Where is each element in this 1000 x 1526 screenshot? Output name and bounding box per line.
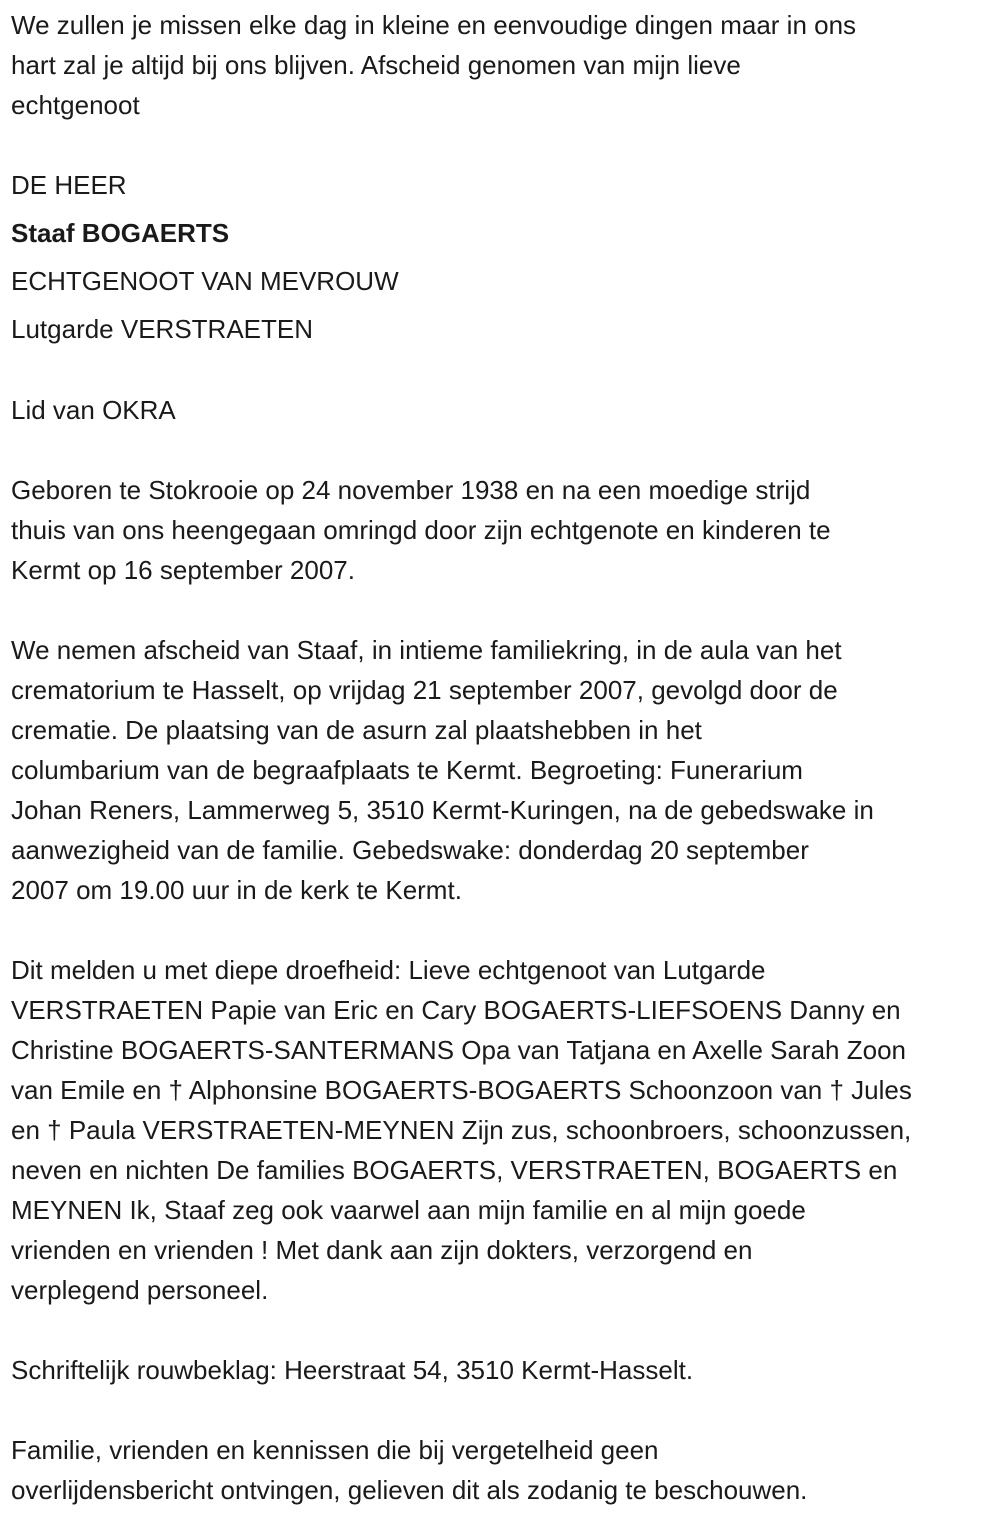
birth-line: Kermt op 16 september 2007. <box>11 555 355 585</box>
family-line: Dit melden u met diepe droefheid: Lieve echtgenoot van Lutgarde <box>11 955 766 985</box>
condolence-address: Schriftelijk rouwbeklag: Heerstraat 54, 3510 Kermt-Hasselt. <box>11 1355 694 1385</box>
family-line: neven en nichten De families BOGAERTS, VERSTRAETEN, BOGAERTS en <box>11 1155 898 1185</box>
ceremony-line: aanwezigheid van de familie. Gebedswake: donderdag 20 september <box>11 835 809 865</box>
birth-line: Geboren te Stokrooie op 24 november 1938 en na een moedige strijd <box>11 475 811 505</box>
closing-line: Familie, vrienden en kennissen die bij vergetelheid geen <box>11 1435 659 1465</box>
ceremony-line: We nemen afscheid van Staaf, in intieme familiekring, in de aula van het <box>11 635 842 665</box>
family-line: MEYNEN Ik, Staaf zeg ook vaarwel aan mijn familie en al mijn goede <box>11 1195 806 1225</box>
ceremony-line: columbarium van de begraafplaats te Kermt. Begroeting: Funerarium <box>11 755 803 785</box>
ceremony-line: crematorium te Hasselt, op vrijdag 21 september 2007, gevolgd door de <box>11 675 838 705</box>
ceremony-line: Johan Reners, Lammerweg 5, 3510 Kermt-Kuringen, na de gebedswake in <box>11 795 874 825</box>
closing-line: overlijdensbericht ontvingen, gelieven dit als zodanig te beschouwen. <box>11 1475 808 1505</box>
intro-line: We zullen je missen elke dag in kleine en eenvoudige dingen maar in ons <box>11 10 857 40</box>
family-line: en † Paula VERSTRAETEN-MEYNEN Zijn zus, schoonbroers, schoonzussen, <box>11 1115 912 1145</box>
family-line: van Emile en † Alphonsine BOGAERTS-BOGAERTS Schoonzoon van † Jules <box>11 1075 912 1105</box>
ceremony-line: 2007 om 19.00 uur in de kerk te Kermt. <box>11 875 462 905</box>
family-line: VERSTRAETEN Papie van Eric en Cary BOGAERTS-LIEFSOENS Danny en <box>11 995 901 1025</box>
family-line: vrienden en vrienden ! Met dank aan zijn dokters, verzorgend en <box>11 1235 753 1265</box>
ceremony-line: crematie. De plaatsing van de asurn zal plaatshebben in het <box>11 715 702 745</box>
birth-line: thuis van ons heengegaan omringd door zijn echtgenote en kinderen te <box>11 515 831 545</box>
intro-line: echtgenoot <box>11 90 140 120</box>
intro-line: hart zal je altijd bij ons blijven. Afscheid genomen van mijn lieve <box>11 50 741 80</box>
membership: Lid van OKRA <box>11 395 176 425</box>
deceased-name: Staaf BOGAERTS <box>11 218 230 248</box>
family-line: verplegend personeel. <box>11 1275 269 1305</box>
spouse-name: Lutgarde VERSTRAETEN <box>11 314 314 344</box>
spouse-label: ECHTGENOOT VAN MEVROUW <box>11 266 399 296</box>
family-line: Christine BOGAERTS-SANTERMANS Opa van Tatjana en Axelle Sarah Zoon <box>11 1035 906 1065</box>
title-prefix: DE HEER <box>11 170 127 200</box>
